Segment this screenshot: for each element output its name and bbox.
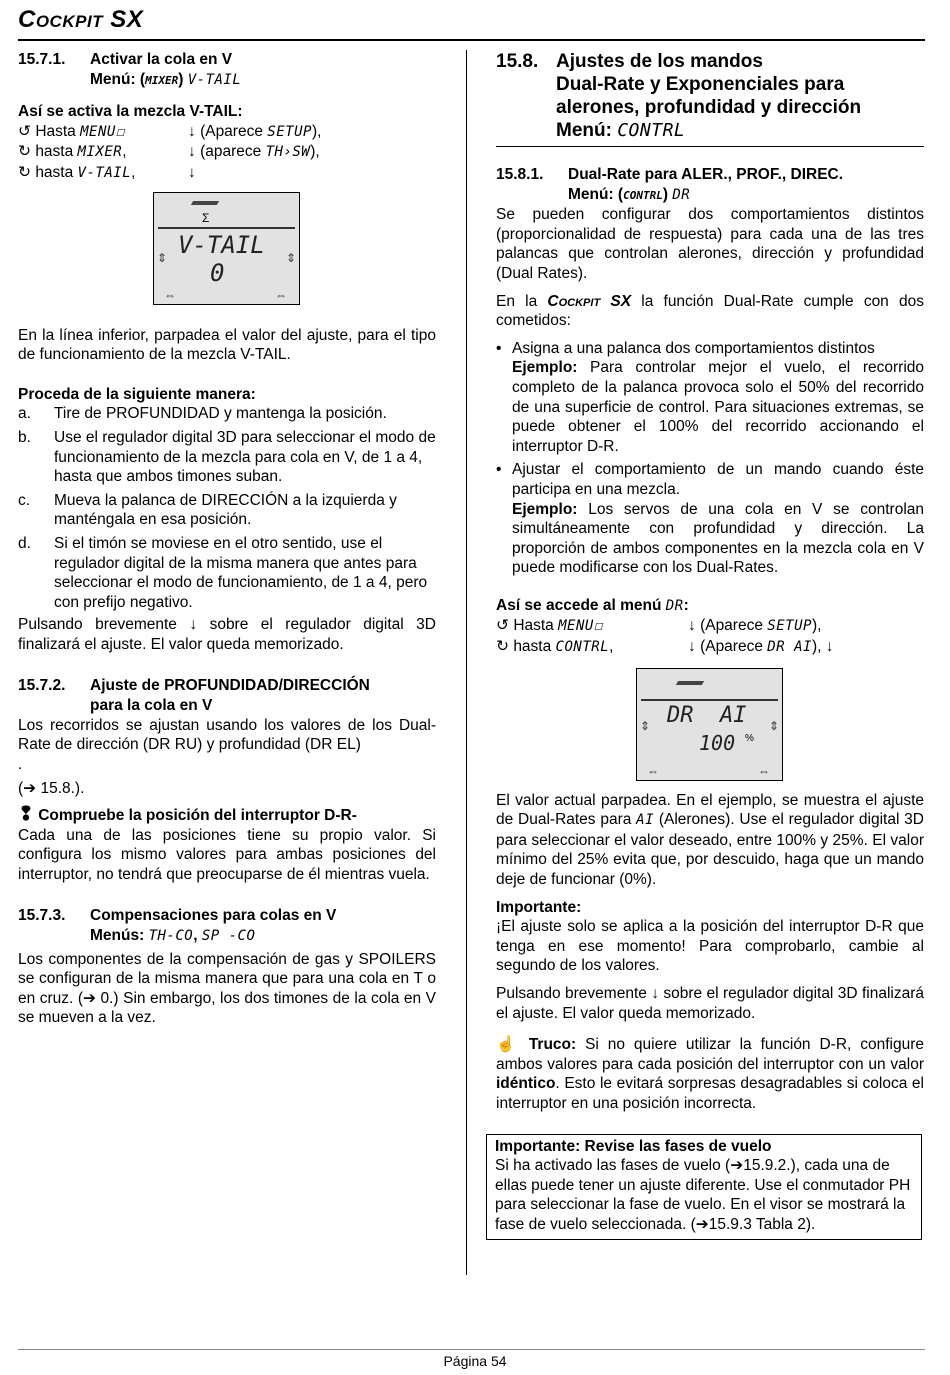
step-lcd: MENU☐ xyxy=(80,123,125,140)
menu-lcd-2: V-TAIL xyxy=(187,71,242,88)
section-15-8-1-heading xyxy=(496,165,924,185)
bullet-text: Para controlar mejor el vuelo, el recorrido completo de la palanca provoca solo el 50% del recorrido de una superficie de control. Para situaciones extremas, se puede obtener el 100% del recorrido accionando el interruptor D-R. xyxy=(512,359,924,455)
section-title-line2 xyxy=(18,696,436,716)
step-right-text: (Aparece xyxy=(700,617,763,635)
display-unit: % xyxy=(745,732,754,744)
trim-bottom-right-icon: ⇔ xyxy=(275,287,287,302)
intro-text: Así se activa la mezcla V-TAIL: xyxy=(18,103,243,121)
step-text: Hasta xyxy=(35,122,76,140)
menu-suffix: ) xyxy=(662,185,669,203)
text: . Esto le evitará sorpresas desagradables si coloca el interruptor en una posición incorrecta. xyxy=(496,1075,924,1112)
text: : xyxy=(683,596,689,614)
text: (Alerones). Use el regulador digital 3D para seleccionar el valor deseado, entre 100% y 25%. El valor mínimo del 25% evita que, por descuido, haga que un mando deje de funcionar (0%). xyxy=(496,811,924,889)
menu-prefix: Menú: ( xyxy=(90,70,146,88)
closing-paragraph: Pulsando brevemente ↓ sobre el regulador digital 3D finalizará el ajuste. El valor queda memorizado. xyxy=(18,616,436,653)
closing-paragraph: Pulsando brevemente ↓ sobre el regulador digital 3D finalizará el ajuste. El valor queda memorizado. xyxy=(496,985,924,1022)
display-text: V-TAIL xyxy=(178,230,265,259)
list-text: Si el timón se moviese en el otro sentido, use el regulador digital de la misma manera que antes para seleccionar el modo de funcionamiento, de 1 a 4, pero con prefijo negativo. xyxy=(54,534,428,611)
trim-bottom-left-icon: ⇔ xyxy=(164,287,176,302)
step-right-post: ), xyxy=(310,143,320,161)
trim-right-icon: ⇕ xyxy=(285,250,296,265)
step-post: , xyxy=(609,638,614,656)
trim-left-icon: ⇕ xyxy=(640,718,651,733)
warning-icon: ❢ xyxy=(18,804,34,826)
step-right xyxy=(188,163,436,184)
section-number: 15.8.1. xyxy=(496,166,544,183)
column-divider xyxy=(466,50,467,1275)
display-value: 0 xyxy=(210,258,225,287)
steps-list xyxy=(18,122,436,184)
paragraph: Se pueden configurar dos comportamientos distintos (proporcionalidad de respuesta) para cada una de las tres palancas que controlan alerones, dirección y profundidad (Dual Rates). xyxy=(496,206,924,282)
section-menu-line xyxy=(18,70,436,91)
step-text: hasta xyxy=(35,143,74,161)
trim-right-icon: ⇕ xyxy=(768,718,779,733)
heading-menu-lcd: CONTRL xyxy=(617,120,686,141)
hand-pointer-icon: ☝ xyxy=(496,1036,520,1054)
access-title xyxy=(496,596,924,617)
warning-title xyxy=(18,805,436,826)
inline-lcd: AI xyxy=(636,812,655,829)
step-text: hasta xyxy=(513,638,552,656)
list-item xyxy=(496,339,924,457)
procedure-title: Proceda de la siguiente manera: xyxy=(18,385,256,403)
list-item xyxy=(18,534,436,612)
step-right xyxy=(688,637,924,658)
step-right-text: (aparece xyxy=(200,143,262,161)
trim-bottom-right-icon: ⇔ xyxy=(758,763,770,778)
bullet-icon: • xyxy=(496,461,502,479)
heading-line: Ajustes de los mandos xyxy=(556,51,763,72)
section-title: Dual-Rate para ALER., PROF., DIREC. xyxy=(568,166,844,183)
warning-text: Cada una de las posiciones tiene su propio valor. Si configura los mismo valores para ambas posiciones del interruptor, no tendrá que preocuparse de él mientras vuela. xyxy=(18,826,436,883)
sigma-icon: Σ xyxy=(202,210,210,225)
cross-reference: (➔ 15.8.). xyxy=(18,780,85,798)
tip-paragraph xyxy=(496,1035,924,1113)
rotate-icon: ↺ xyxy=(18,122,31,140)
step-right-post: ), xyxy=(311,122,322,140)
down-arrow-icon: ↓ xyxy=(188,163,196,181)
trim-bottom-left-icon: ⇔ xyxy=(647,763,659,778)
step-text: hasta xyxy=(35,163,74,181)
section-15-7-1-heading xyxy=(18,50,436,70)
footer-rule xyxy=(18,1349,925,1350)
section-title: Ajuste de PROFUNDIDAD/DIRECCIÓN xyxy=(90,677,370,695)
bullet-list xyxy=(496,339,924,578)
bold-text: idéntico xyxy=(496,1075,556,1093)
procedure-list xyxy=(18,404,436,612)
section-number: 15.7.1. xyxy=(18,51,66,68)
list-text: Mueva la palanca de DIRECCIÓN a la izquierda y manténgala en esa posición. xyxy=(54,491,397,529)
text: Así se accede al menú xyxy=(496,596,662,614)
heading-rule xyxy=(496,146,924,147)
step-text: Hasta xyxy=(513,617,554,635)
important-text: ¡El ajuste solo se aplica a la posición del interruptor D-R que tenga en ese momento! Para comprobarlo, cambie al segundo de los valores. xyxy=(496,918,924,975)
down-arrow-icon: ↓ xyxy=(188,143,196,161)
bullet-icon: • xyxy=(496,339,502,357)
text: la función Dual-Rate cumple con dos cometidos: xyxy=(496,292,924,330)
lcd-display-dr xyxy=(636,668,783,781)
display-rule xyxy=(158,227,295,229)
section-title-2: para la cola en V xyxy=(90,697,213,715)
rotate-icon: ↻ xyxy=(496,638,509,656)
menu-lcd: TH-CO xyxy=(148,928,194,944)
rotate-icon: ↻ xyxy=(18,163,31,181)
paragraph: Los componentes de la compensación de gas y SPOILERS se configuran de la misma manera que para una cola en T o en cruz. (➔ 0.) Sin embargo, los dos timones de la cola en V se mueven a la vez. xyxy=(18,950,436,1027)
section-title: Activar la cola en V xyxy=(90,51,233,68)
list-item xyxy=(18,428,436,487)
trim-left-icon: ⇕ xyxy=(157,250,168,265)
display-rule xyxy=(641,699,778,701)
example-label: Ejemplo: xyxy=(512,359,578,377)
bullet-lead: Ajustar el comportamiento de un mando cuando éste participa en una mezcla. xyxy=(512,461,924,498)
step-lcd: MIXER xyxy=(77,144,123,161)
lcd-display-vtail xyxy=(153,192,300,305)
step-right-lcd: SETUP xyxy=(767,618,812,635)
steps-list xyxy=(496,616,924,657)
section-15-8-heading xyxy=(496,50,924,142)
list-text: Use el regulador digital 3D para seleccionar el modo de funcionamiento de la mezcla para cola en V, de 1 a 4, hasta que ambos timones suban. xyxy=(54,428,436,486)
step-right-lcd: TH›SW xyxy=(265,144,311,161)
step-post: , xyxy=(131,163,136,181)
display-value: 100 xyxy=(699,730,736,755)
section-number: 15.7.3. xyxy=(18,907,66,925)
dot: . xyxy=(18,755,23,773)
important-title: Importante: xyxy=(496,898,582,916)
box-title: Importante: Revise las fases de vuelo xyxy=(495,1137,772,1155)
step-right xyxy=(688,616,924,637)
section-number: 15.8. xyxy=(496,51,539,72)
plane-icon xyxy=(676,681,704,685)
list-item xyxy=(496,460,924,578)
right-column xyxy=(496,50,924,1240)
menu-lcd-2: DR xyxy=(672,186,691,203)
menu-suffix: ) xyxy=(178,70,184,88)
bullet-lead: Asigna a una palanca dos comportamientos distintos xyxy=(512,339,875,357)
menu-lcd-2: SP -CO xyxy=(201,928,256,944)
menu-separator: , xyxy=(193,927,198,944)
brand-title: Cockpit SX xyxy=(18,6,144,33)
paragraph: En la línea inferior, parpadea el valor del ajuste, para el tipo de funcionamiento de la mezcla V-TAIL. xyxy=(18,326,436,364)
section-15-7-3-heading xyxy=(18,906,436,926)
section-menu-line xyxy=(18,926,436,947)
menu-prefix: Menús: xyxy=(90,927,145,944)
text: Si no quiere utilizar la función D-R, configure ambos valores para cada posición del interruptor con un valor xyxy=(496,1036,924,1073)
text: El valor actual parpadea. En el ejemplo, se muestra el ajuste de Dual-Rates para xyxy=(496,791,924,829)
access-lcd: DR xyxy=(665,597,684,614)
step-lcd: MENU☐ xyxy=(558,618,603,635)
warning-title-text: Compruebe la posición del interruptor D-R- xyxy=(38,807,357,825)
list-item xyxy=(18,491,436,530)
step-left xyxy=(18,142,188,163)
step-left xyxy=(496,616,688,637)
paragraph: Los recorridos se ajustan usando los valores de los Dual-Rate de dirección (DR RU) y profundidad (DR EL) xyxy=(18,716,436,754)
step-right-text: (Aparece xyxy=(200,122,263,140)
text: En la xyxy=(496,292,538,310)
list-marker: d. xyxy=(18,534,31,552)
step-left xyxy=(18,122,188,143)
step-right-post: ), ↓ xyxy=(811,638,834,656)
paragraph xyxy=(496,791,924,890)
page-number: Página 54 xyxy=(443,1353,507,1369)
down-arrow-icon: ↓ xyxy=(188,122,196,140)
step-right-lcd: SETUP xyxy=(267,123,312,140)
step-lcd: V-TAIL xyxy=(77,164,132,181)
step-right-lcd: DR AI xyxy=(767,639,812,656)
box-text: Si ha activado las fases de vuelo (➔15.9.2.), cada una de ellas puede tener un ajuste diferente. Use el conmutador PH para seleccionar la fase de vuelo. En el visor se mostrará la fase de vuelo seleccionada. (➔15.9.3 Tabla 2). xyxy=(495,1157,911,1233)
example-label: Ejemplo: xyxy=(512,500,578,518)
down-arrow-icon: ↓ xyxy=(688,617,696,635)
step-post: , xyxy=(122,143,127,161)
section-title: Compensaciones para colas en V xyxy=(90,907,337,925)
step-right xyxy=(188,142,436,163)
tip-title: Truco: xyxy=(528,1036,577,1054)
list-marker: c. xyxy=(18,491,31,509)
step-right-text: (Aparece xyxy=(700,638,763,656)
brand-inline: Cockpit SX xyxy=(547,292,632,310)
menu-lcd: MIXER xyxy=(145,73,179,87)
list-marker: b. xyxy=(18,428,31,446)
heading-line: alerones, profundidad y dirección xyxy=(556,97,862,118)
step-lcd: CONTRL xyxy=(555,639,610,656)
left-column xyxy=(18,50,436,1028)
heading-menu-prefix: Menú: xyxy=(556,120,612,141)
list-marker: a. xyxy=(18,405,31,423)
menu-prefix: Menú: ( xyxy=(568,185,624,203)
display-text: DR AI xyxy=(667,702,747,728)
list-item xyxy=(18,404,436,424)
page-header xyxy=(18,6,925,41)
plane-icon xyxy=(191,201,219,205)
list-text: Tire de PROFUNDIDAD y mantenga la posición. xyxy=(54,405,387,423)
rotate-icon: ↺ xyxy=(496,617,509,635)
menu-lcd: CONTRL xyxy=(623,188,663,202)
section-menu-line xyxy=(496,185,924,206)
step-right-post: ), xyxy=(811,617,822,635)
step-left xyxy=(496,637,688,658)
step-right xyxy=(188,122,436,143)
heading-line: Dual-Rate y Exponenciales para xyxy=(556,74,845,95)
section-15-7-2-heading xyxy=(18,676,436,696)
bullet-text: Los servos de una cola en V se controlan simultáneamente con profundidad y dirección. La proporción de ambos componentes en la mezcla cola en V puede modificarse con los Dual-Rates. xyxy=(512,500,925,577)
rotate-icon: ↻ xyxy=(18,143,31,161)
down-arrow-icon: ↓ xyxy=(688,638,696,656)
flight-phases-note-box xyxy=(486,1134,922,1240)
section-number: 15.7.2. xyxy=(18,677,66,695)
paragraph-brand xyxy=(496,292,924,331)
step-left xyxy=(18,163,188,184)
